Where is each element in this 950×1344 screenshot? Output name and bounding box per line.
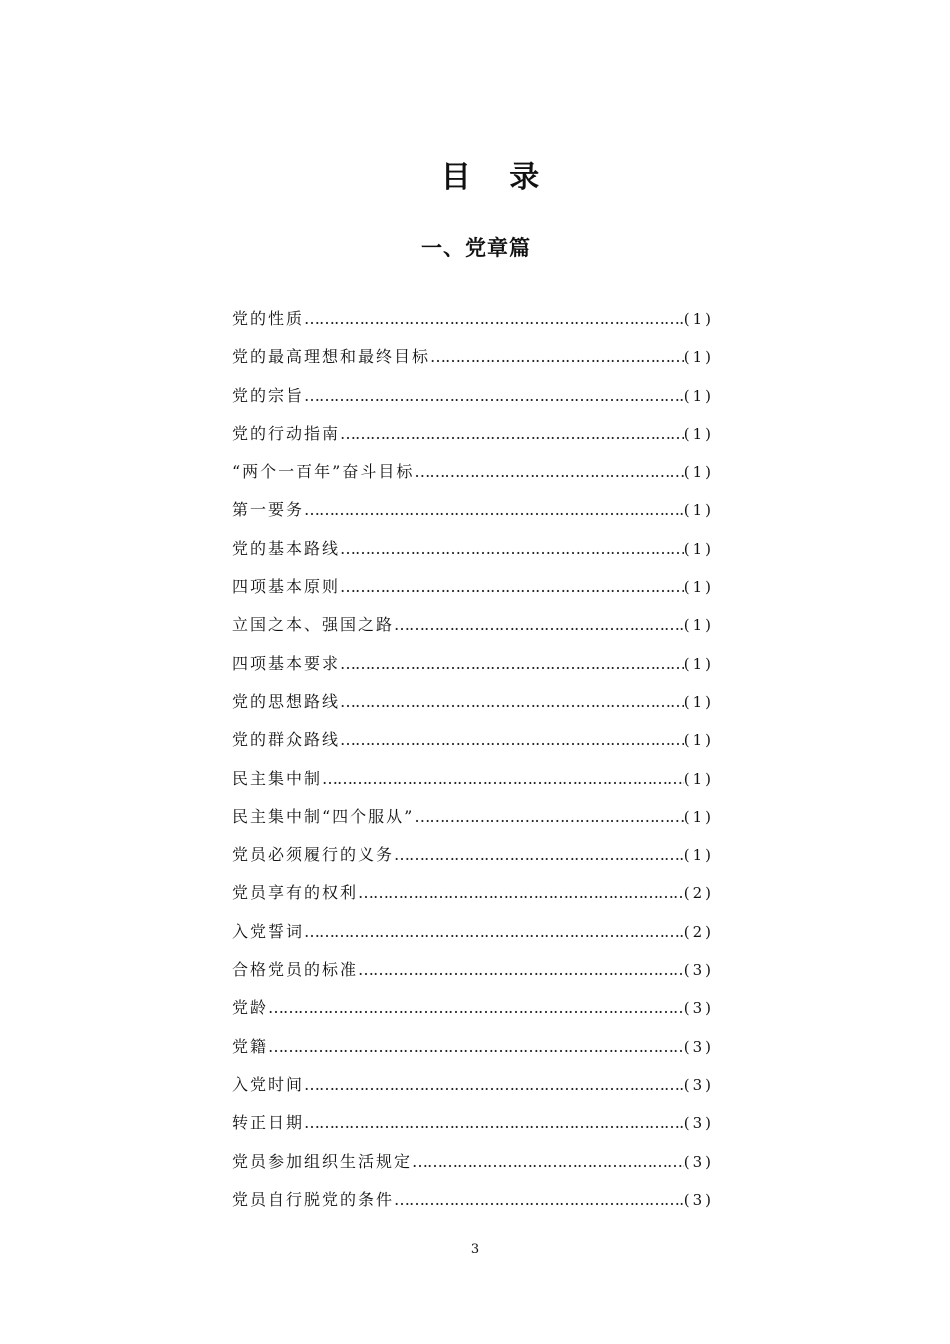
- toc-item[interactable]: [232, 344, 714, 382]
- toc-dot-leader: [340, 539, 684, 558]
- toc-dot-leader: [340, 654, 684, 673]
- toc-entry-title: 入党时间: [232, 1074, 305, 1094]
- toc-page-ref: (1): [683, 807, 714, 826]
- toc-page-ref: (3): [683, 961, 714, 980]
- toc-page-ref: (2): [683, 922, 714, 941]
- toc-dot-leader: [340, 424, 684, 443]
- toc-item[interactable]: [232, 842, 714, 880]
- toc-entry-title: 四项基本原则: [232, 577, 341, 597]
- toc-page-ref: (3): [683, 1152, 714, 1171]
- toc-entry-title: 党员自行脱党的条件: [232, 1189, 395, 1209]
- toc-entry-title: 党的性质: [232, 309, 305, 328]
- toc-item[interactable]: [232, 612, 714, 650]
- document-title: 目 录: [440, 160, 554, 195]
- toc-entry-title: 党的思想路线: [232, 691, 341, 711]
- toc-page-ref: (1): [683, 846, 714, 865]
- toc-item[interactable]: [232, 651, 714, 689]
- toc-dot-leader: [358, 960, 684, 979]
- toc-entry-title: 四项基本要求: [232, 653, 341, 673]
- toc-item[interactable]: [232, 459, 714, 497]
- toc-dot-leader: [304, 500, 684, 519]
- toc-page-ref: (1): [683, 348, 714, 367]
- toc-page-ref: (1): [683, 539, 714, 558]
- toc-dot-leader: [304, 309, 684, 328]
- toc-item[interactable]: [232, 1110, 714, 1148]
- table-of-contents: [232, 306, 714, 1225]
- toc-item[interactable]: [232, 995, 714, 1033]
- toc-dot-leader: [394, 615, 684, 634]
- toc-entry-title: 党籍: [232, 1036, 269, 1056]
- toc-dot-leader: [430, 347, 684, 366]
- toc-item[interactable]: [232, 1187, 714, 1225]
- toc-page-ref: (1): [683, 310, 714, 328]
- toc-page-ref: (3): [683, 999, 714, 1018]
- toc-dot-leader: [394, 1190, 684, 1209]
- toc-entry-title: 合格党员的标准: [232, 960, 359, 980]
- toc-item[interactable]: [232, 1034, 714, 1072]
- toc-item[interactable]: [232, 421, 714, 459]
- toc-item[interactable]: [232, 957, 714, 995]
- toc-dot-leader: [358, 883, 684, 902]
- toc-page-ref: (3): [683, 1075, 714, 1094]
- toc-entry-title: 党龄: [232, 998, 269, 1018]
- toc-entry-title: 党的行动指南: [232, 423, 341, 443]
- toc-entry-title: 立国之本、强国之路: [232, 615, 395, 635]
- toc-item[interactable]: [232, 536, 714, 574]
- toc-page-ref: (1): [683, 578, 714, 597]
- toc-entry-title: 党员参加组织生活规定: [232, 1151, 413, 1171]
- toc-dot-leader: [340, 730, 684, 749]
- toc-entry-title: 转正日期: [232, 1113, 305, 1133]
- toc-page-ref: (1): [683, 424, 714, 443]
- toc-dot-leader: [340, 577, 684, 596]
- toc-dot-leader: [412, 1152, 684, 1171]
- toc-item[interactable]: [232, 919, 714, 957]
- toc-item[interactable]: [232, 497, 714, 535]
- toc-entry-title: 党的基本路线: [232, 538, 341, 558]
- page-number: 3: [470, 1242, 480, 1257]
- toc-page-ref: (3): [683, 1190, 714, 1209]
- toc-page-ref: (1): [683, 386, 714, 405]
- toc-dot-leader: [304, 1113, 684, 1132]
- toc-item[interactable]: [232, 383, 714, 421]
- toc-page-ref: (1): [683, 654, 714, 673]
- toc-dot-leader: [268, 1037, 684, 1056]
- toc-dot-leader: [322, 769, 684, 788]
- toc-dot-leader: [304, 386, 684, 405]
- toc-page-ref: (1): [683, 769, 714, 788]
- toc-item[interactable]: [232, 727, 714, 765]
- toc-page-ref: (3): [683, 1037, 714, 1056]
- toc-dot-leader: [304, 922, 684, 941]
- toc-entry-title: 党员享有的权利: [232, 883, 359, 903]
- toc-item[interactable]: [232, 1072, 714, 1110]
- toc-item[interactable]: [232, 306, 714, 344]
- toc-item[interactable]: [232, 880, 714, 918]
- toc-item[interactable]: [232, 1149, 714, 1187]
- toc-entry-title: 党的宗旨: [232, 385, 305, 405]
- toc-entry-title: 民主集中制“四个服从”: [232, 806, 415, 826]
- toc-entry-title: 党的最高理想和最终目标: [232, 347, 431, 367]
- toc-page-ref: (2): [683, 884, 714, 903]
- toc-dot-leader: [394, 845, 684, 864]
- toc-entry-title: “两个一百年”奋斗目标: [232, 462, 415, 482]
- section-title: 一、党章篇: [421, 236, 531, 260]
- toc-item[interactable]: [232, 804, 714, 842]
- toc-dot-leader: [304, 1075, 684, 1094]
- toc-page-ref: (3): [683, 1114, 714, 1133]
- toc-page-ref: (1): [683, 501, 714, 520]
- toc-page-ref: (1): [683, 692, 714, 711]
- toc-dot-leader: [340, 692, 684, 711]
- toc-dot-leader: [268, 998, 684, 1017]
- toc-entry-title: 入党誓词: [232, 921, 305, 941]
- toc-page-ref: (1): [683, 616, 714, 635]
- toc-entry-title: 民主集中制: [232, 768, 323, 788]
- toc-page-ref: (1): [683, 731, 714, 750]
- toc-entry-title: 第一要务: [232, 500, 305, 520]
- toc-dot-leader: [414, 807, 683, 826]
- toc-entry-title: 党员必须履行的义务: [232, 845, 395, 865]
- toc-item[interactable]: [232, 574, 714, 612]
- toc-dot-leader: [414, 462, 683, 481]
- toc-item[interactable]: [232, 689, 714, 727]
- toc-page-ref: (1): [683, 463, 714, 482]
- toc-entry-title: 党的群众路线: [232, 730, 341, 750]
- toc-item[interactable]: [232, 766, 714, 804]
